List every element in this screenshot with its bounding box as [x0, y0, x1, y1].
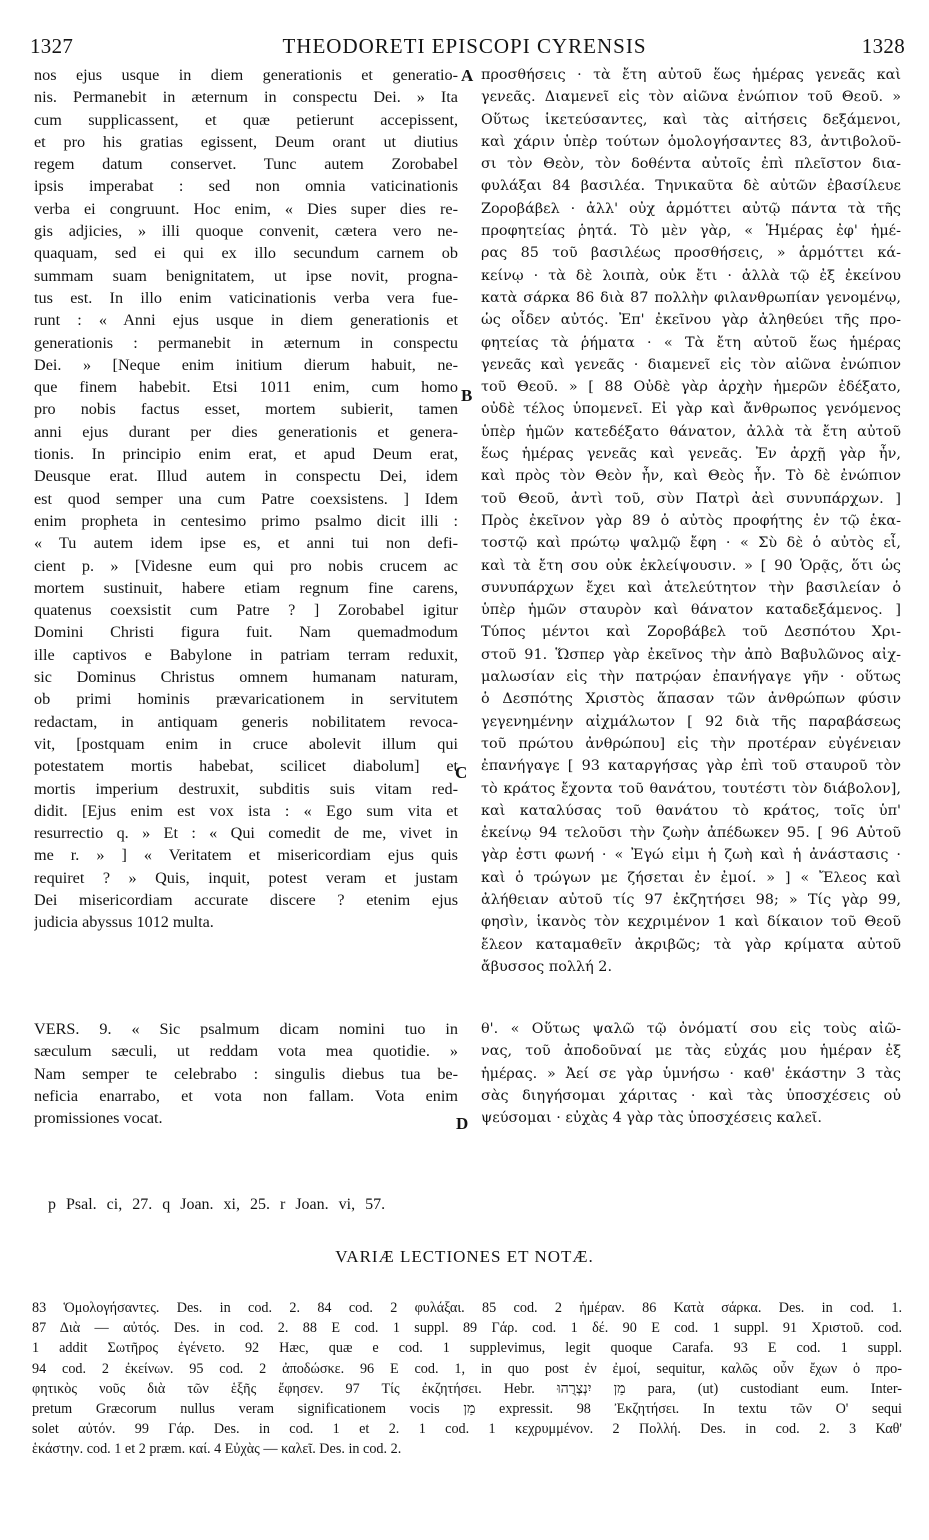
scripture-references: p Psal. ci, 27. q Joan. xi, 25. r Joan. vi, 57.: [48, 1196, 386, 1213]
latin-text-line: cient p. » [Videsne eum qui pro nobis crucem ac: [34, 556, 458, 575]
latin-text-line: redactam, in antiquam generis nobilitatem revoca-: [34, 712, 458, 731]
latin-text-line: et pro his gratias egissent, Deum orant ut diutius: [34, 132, 458, 151]
right-column-number: 1328: [861, 34, 905, 58]
greek-text-line: καὶ καταλύσας τοῦ θανάτου τὸ κράτος, τοῖς ὑπ': [481, 802, 901, 819]
greek-text-line: στοῦ 91. Ὥσπερ γὰρ ἐκεῖνος τὴν ἀπὸ Βαβυλῶνος αἰχ-: [481, 646, 901, 663]
note-line: φητικὸς νοῦς διὰ τῶν ἑξῆς ἔφησεν. 97 Τίς ἐκζητήσει. Hebr. מַן יִנְצְרֻהוּ para, (ut) custodiant eum. Inter-: [32, 1380, 902, 1397]
greek-text-line: γὰρ ἐστι φωνή · « Ἐγώ εἰμι ἡ ζωὴ καὶ ἡ ἀνάστασις ·: [481, 847, 901, 864]
greek-text-line: τὸ κράτος ἔχοντα τοῦ θανάτου, τουτέστι τὸν διάβολον],: [481, 780, 901, 797]
greek-text-line: ἔλεον καταμαθεῖν ἀκριβῶς; τὰ γὰρ κρίματα αὐτοῦ: [481, 936, 901, 953]
latin-text-line: didit. [Ejus enim est vox ista : « Ego sum vita et: [34, 801, 458, 820]
greek-text-line: Ζοροβάβελ · ἀλλ' οὐχ ἁρμόττει αὐτῷ πάντα τὰ τῆς: [481, 200, 901, 217]
greek-text-line: μαλωσίαν εἰς τὴν πατρῴαν ἐπανήγαγε γῆν · οὕτως: [481, 669, 901, 686]
latin-text-line: nos ejus usque in diem generationis et generatio-: [34, 66, 458, 84]
latin-text-line: mortem sustinuit, habere etiam regnum fine carens,: [34, 578, 458, 597]
greek-verse-line: ψεύσομαι · εὐχὰς 4 γὰρ τὰς ὑποσχέσεις καλεῖ.: [481, 1110, 823, 1127]
greek-text-line: τοστῷ καὶ πρώτῳ ψαλμῷ ἔφη · « Σὺ δὲ ὁ αὐτὸς εἶ,: [481, 535, 901, 552]
greek-text-line: κείνῳ · τὰ δὲ λοιπὰ, οὐκ ἔτι · ἀλλὰ τῷ ἐξ ἐκείνου: [481, 267, 901, 284]
note-line: pretum Græcorum nullus veram significationem vocis מַן expressit. 98 Ἐκζητήσει. In textu τῶν Ο' sequi: [32, 1400, 902, 1417]
margin-marker-c: C: [455, 763, 468, 782]
notes-title: VARIÆ LECTIONES ET NOTÆ.: [335, 1247, 594, 1266]
greek-text-line: ρας 85 τοῦ βασιλέως προσθήσεις, » ἁρμόττει κά-: [481, 245, 901, 262]
greek-text-line: ἄβυσσος πολλή 2.: [481, 958, 613, 975]
latin-text-line: tus est. In illo enim vaticinationis verba vera fue-: [34, 288, 458, 307]
greek-text-line: Τύπος μέντοι καὶ Ζοροβάβελ τοῦ Δεσπότου Χρι-: [481, 624, 901, 641]
latin-text-line: Deusque erat. Illud autem in conspectu Dei, idem: [34, 467, 458, 486]
note-line: ἑκάστην. cod. 1 et 2 præm. καί. 4 Εὐχὰς — καλεῖ. Des. in cod. 2.: [32, 1441, 402, 1458]
greek-text-line: καὶ ὁ τρώγων με ζήσεται ἐν ἐμοί. » ] « Ἔλεος καὶ: [481, 869, 901, 886]
latin-text-line: Dei misericordiam accurate discere ? etenim ejus: [34, 890, 458, 909]
latin-verse-9: [34, 1018, 458, 1129]
latin-text-line: tionis. In principio enim erat, et apud Deum erat,: [34, 445, 458, 464]
latin-verse-line: promissiones vocat.: [34, 1109, 163, 1128]
latin-text-line: ille captivos e Babylone in patriam terram reduxit,: [34, 645, 458, 664]
note-line: 87 Διὰ — αὐτός. Des. in cod. 2. 88 E cod. 1 suppl. 89 Γάρ. cod. 1 δέ. 90 E cod. 1 suppl. 91 Χριστοῦ. cod.: [32, 1320, 902, 1337]
greek-text-line: ὁ Δεσπότης Χριστὸς ἅπασαν τῶν ἀνθρώπων φύσιν: [481, 691, 901, 708]
latin-text-line: « Tu autem idem ipse es, et anni tui non defi-: [34, 534, 458, 553]
latin-text-line: Dei. » [Neque enim initium dierum habuit, ne-: [34, 355, 458, 374]
greek-text-line: Οὕτως ἱκετεύσαντες, καὶ τὰς αἰτήσεις δεξάμενοι,: [481, 111, 901, 128]
latin-column: [34, 64, 458, 934]
latin-text-line: judicia abyssus 1012 multa.: [34, 913, 214, 932]
greek-verse-line: σὰς διηγήσομαι χάριτας · καὶ τὰς ὑποσχέσεις οὐ: [481, 1087, 901, 1104]
latin-text-line: enim propheta in centesimo primo psalmo dicit illi :: [34, 511, 458, 530]
latin-text-line: nis. Permanebit in æternum in conspectu Dei. » Ita: [34, 88, 458, 107]
greek-text-line: καὶ πρὸς τὸν Θεὸν ἦν, καὶ Θεὸς ἦν. Τὸ δὲ ἐνώπιον: [481, 468, 901, 485]
notes-body: [32, 1298, 902, 1460]
latin-text-line: ob primi hominis prævaricationem in servitutem: [34, 690, 458, 709]
greek-text-line: κατὰ σάρκα 86 διὰ 87 πολλὴν φιλανθρωπίαν γενομένῳ,: [481, 289, 901, 306]
latin-text-line: potestatem mortis habebat, scilicet diabolum] et: [34, 757, 458, 776]
margin-marker-a: A: [461, 66, 474, 85]
note-line: 94 cod. 2 ἐκείνων. 95 cod. 2 ἀποδώσκε. 96 E cod. 1, in quo post ἐν ἐμοί, sequitur, καλῶς οὖν ἔχων ὁ προ-: [32, 1360, 902, 1377]
latin-verse-line: neficia enarrabo, et vota non fallam. Vota enim: [34, 1086, 458, 1105]
latin-verse-line: Nam semper te celebrabo : singulis diebus tua be-: [34, 1064, 458, 1083]
greek-text-line: συνυπάρχων ἔχει καὶ ἀτελεύτητον τὴν βασιλείαν ὁ: [481, 579, 901, 596]
latin-verse-line: sæculum sæculi, ut reddam vota mea quotidie. »: [34, 1042, 458, 1061]
note-line: 83 Ὁμολογήσαντες. Des. in cod. 2. 84 cod. 2 φυλάξαι. 85 cod. 2 ἡμέραν. 86 Κατὰ σάρκα. Des. in cod. 1.: [32, 1300, 902, 1316]
margin-marker-b: B: [461, 386, 473, 405]
greek-verse-line: νας, τοῦ ἀποδοῦναί με τὰς εὐχάς μου ἡμέραν ἐξ: [481, 1043, 901, 1060]
greek-verse-9: [481, 1018, 901, 1129]
latin-text-line: ipsis imperabat : sed non omnia vaticinationis: [34, 177, 458, 196]
left-column-number: 1327: [30, 34, 74, 58]
latin-text-line: vit, [postquam enim in cruce abolevit illum qui: [34, 734, 458, 753]
latin-text-line: resurrectio q. » Et : « Qui comedit de me, vivet in: [34, 824, 458, 843]
margin-marker-d: D: [456, 1114, 469, 1133]
greek-text-line: ἕως ἡμέρας γενεᾶς καὶ γενεᾶς. Ἐν ἀρχῇ γὰρ ἦν,: [481, 446, 901, 463]
latin-text-line: verba ei congruunt. Hoc enim, « Dies super dies re-: [34, 199, 458, 218]
latin-verse-line: VERS. 9. « Sic psalmum dicam nomini tuo in: [34, 1020, 458, 1038]
latin-text-line: Domini Christi figura fuit. Nam quemadmodum: [34, 623, 458, 642]
greek-text-line: γενεᾶς. Διαμενεῖ εἰς τὸν αἰῶνα ἐνώπιον τοῦ Θεοῦ. »: [481, 89, 901, 106]
latin-text-line: cum supplicassent, et quæ petierunt accepissent,: [34, 110, 458, 129]
latin-text-line: quaquam, sed ei qui ex illo secundum carnem ob: [34, 244, 458, 263]
latin-text-line: requiret ? » Quis, inquit, potest veram et justam: [34, 868, 458, 887]
greek-text-line: φησὶν, ἱκανὸς τὸν κεχριμένον 1 καὶ δίκαιον τοῦ Θεοῦ: [481, 914, 901, 931]
greek-text-line: Πρὸς ἐκεῖνον γὰρ 89 ὁ αὐτὸς προφήτης ἐν τῷ ἑκα-: [481, 512, 901, 529]
greek-text-line: ἀλήθειαν αὐτοῦ τίς 97 ἐκζητήσει 98; » Τίς γὰρ 99,: [481, 891, 901, 908]
latin-text-line: que finem habebit. Etsi 1011 enim, cum homo: [34, 378, 458, 397]
greek-text-line: καὶ τὰ ἔτη σου οὐκ ἐκλείψουσιν. » [ 90 Ὁρᾷς, ὅτι ὡς: [481, 557, 901, 574]
latin-text-line: gis adjicies, » illi quoque convenit, cætera vero ne-: [34, 222, 458, 241]
latin-text-line: pro nobis factus esset, mortem subierit, tamen: [34, 400, 458, 419]
latin-text-line: mortis imperium destruxit, subditis suis vitam red-: [34, 779, 458, 798]
latin-text-line: generationis : permanebit in æternum in conspectu: [34, 333, 458, 352]
greek-verse-line: θ'. « Οὕτως ψαλῶ τῷ ὀνόματί σου εἰς τοὺς αἰῶ-: [481, 1021, 901, 1037]
note-line: 1 addit Σωτῆρος ἐγένετο. 92 Hæc, quæ e cod. 1 supplevimus, legit quoque Carafa. 93 E cod. 1 suppl.: [32, 1340, 902, 1357]
greek-text-line: ἐπανήγαγε [ 93 καταργήσας γὰρ ἐπὶ τοῦ σταυροῦ τὸν: [481, 758, 901, 775]
latin-text-line: me r. » ] « Veritatem et misericordiam ejus quis: [34, 846, 458, 865]
greek-text-line: φητείας τὰ ῥήματα · « Τὰ ἔτη αὐτοῦ ἕως ἡμέρας: [481, 334, 901, 351]
latin-text-line: quatenus coexsistit cum Patre ? ] Zorobabel igitur: [34, 601, 458, 620]
greek-text-line: τοῦ πρώτου ἀνθρώπου] εἰς τὴν προτέραν εὐγένειαν: [481, 735, 901, 752]
latin-text-line: est quod semper una cum Patre coexsistens. ] Idem: [34, 489, 458, 508]
latin-text-line: summam suam benignitatem, ut ipse novit, progna-: [34, 266, 458, 285]
greek-text-line: ὑπὲρ ἡμῶν σταυρὸν καὶ θάνατον καταδεξάμενος. ]: [481, 602, 901, 619]
greek-text-line: οὐδὲ τέλος ὑπομενεῖ. Εἰ γὰρ καὶ ἄνθρωπος γενόμενος: [481, 401, 901, 418]
greek-text-line: προφητείας ῥητά. Τὸ μὲν γὰρ, « Ἡμέρας ἐφ' ἡμέ-: [481, 223, 901, 240]
greek-text-line: γεγενημένην αἰχμάλωτον [ 92 διὰ τῆς παραβάσεως: [481, 713, 901, 730]
latin-text-line: runt : « Anni ejus usque in diem generationis et: [34, 311, 458, 330]
running-title: THEODORETI EPISCOPI CYRENSIS: [282, 34, 647, 58]
greek-text-line: τοῦ Θεοῦ, ἀντὶ τοῦ, σὺν Πατρὶ ἀεὶ συνυπάρχων. ]: [481, 490, 901, 507]
greek-verse-line: ἡμέρας. » Ἀεί σε γὰρ ὑμνήσω · καθ' ἑκάστην 3 τὰς: [481, 1065, 901, 1082]
latin-text-line: anni ejus durant per dies generationis et genera-: [34, 422, 458, 441]
greek-text-line: σι τὸν Θεὸν, τὸν δοθέντα αὐτοῖς ἐπὶ πλεῖστον δια-: [481, 156, 901, 173]
greek-text-line: φυλάξαι 84 βασιλέα. Τηνικαῦτα δὲ αὐτῶν ἐβασίλευε: [481, 178, 901, 195]
greek-column: [481, 64, 901, 978]
greek-text-line: ὑπὲρ ἡμῶν κατεδέξατο θάνατον, ἀλλὰ τὰ ἔτη αὐτοῦ: [481, 423, 901, 440]
greek-text-line: ἐκείνῳ 94 τελοῦσι τὴν ζωὴν ἀπέδωκεν 95. [ 96 Αὐτοῦ: [481, 825, 901, 842]
greek-text-line: τοῦ Θεοῦ. » [ 88 Οὐδὲ γὰρ ἀρχὴν ἡμερῶν ἐδέξατο,: [481, 379, 901, 396]
note-line: solet αὐτόν. 99 Γάρ. Des. in cod. 1 et 2. 1 cod. 1 κεχρυμμένον. 2 Πολλή. Des. in cod. 2. 3 Καθ': [32, 1421, 902, 1438]
greek-text-line: προσθήσεις · τὰ ἔτη αὐτοῦ ἕως ἡμέρας γενεᾶς καὶ: [481, 67, 901, 83]
latin-text-line: sic Dominus Christus omnem humanam naturam,: [34, 668, 458, 687]
latin-text-line: regem datum conservet. Tunc autem Zorobabel: [34, 155, 458, 174]
greek-text-line: ὡς οἶδεν αὐτός. Ἐπ' ἐκεῖνου γὰρ ἀληθεύει τῆς προ-: [481, 312, 901, 329]
greek-text-line: γενεᾶς καὶ γενεᾶς · διαμενεῖ εἰς τὸν αἰῶνα ἐνώπιον: [481, 356, 901, 373]
greek-text-line: καὶ χάριν ὑπὲρ τούτων ὁμολογήσαντες 83, ἀντιβολοῦ-: [481, 133, 901, 150]
